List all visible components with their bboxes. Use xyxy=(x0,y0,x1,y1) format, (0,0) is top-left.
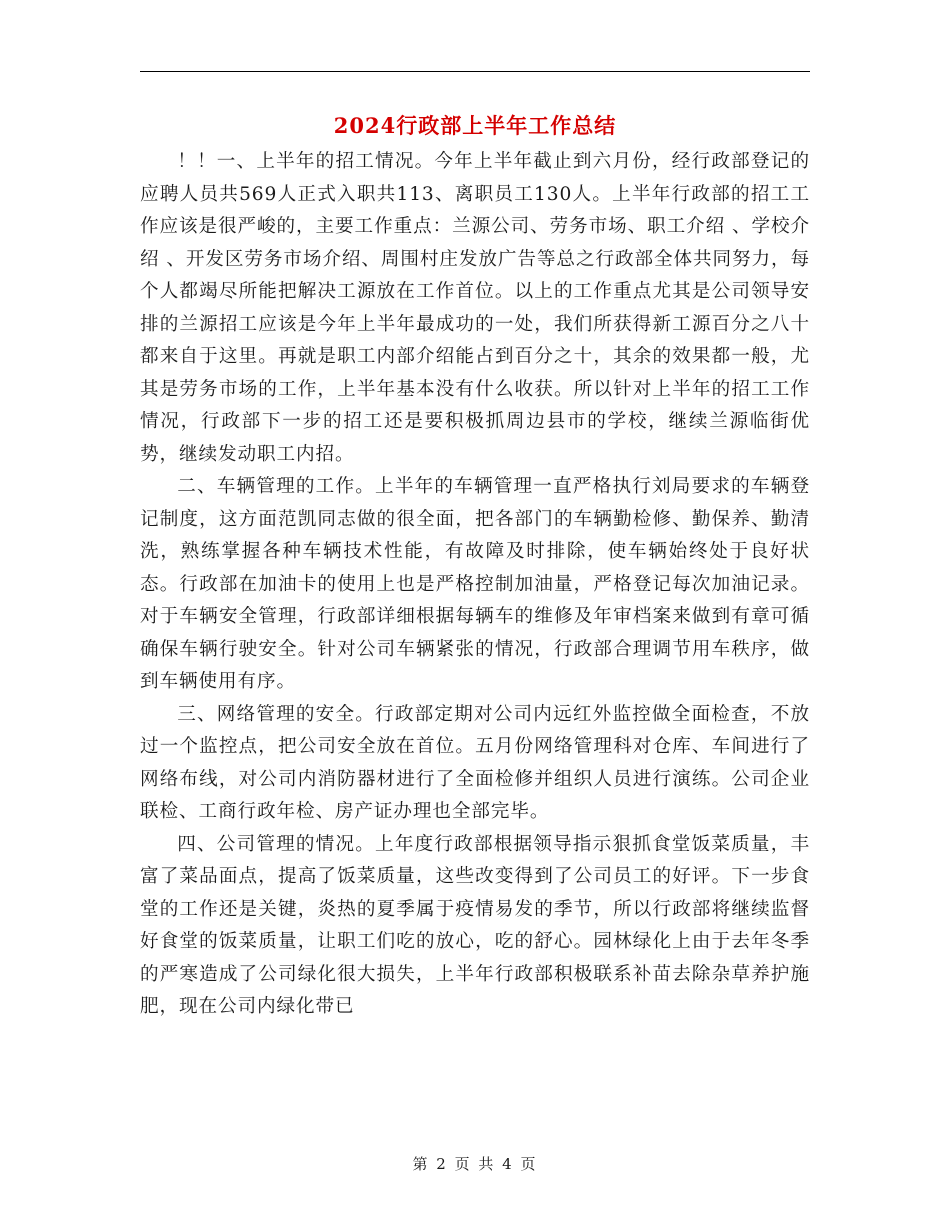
paragraph-recruitment: ！！一、上半年的招工情况。今年上半年截止到六月份，经行政部登记的应聘人员共569人正式入职共113、离职员工130人。上半年行政部的招工工作应该是很严峻的，主要工作重点：兰源公司、劳务市场、职工介绍 、学校介绍 、开发区劳务市场介绍、周围村庄发放广告等总之行政部全体共同努力，每个人都竭尽所能把解决工源放在工作首位。以上的工作重点尤其是公司领导安排的兰源招工应该是今年上半年最成功的一处，我们所获得新工源百分之八十都来自于这里。再就是职工内部介绍能占到百分之十，其余的效果都一般，尤其是劳务市场的工作，上半年基本没有什么收获。所以针对上半年的招工工作情况，行政部下一步的招工还是要积极抓周边县市的学校，继续兰源临街优势，继续发动职工内招。 xyxy=(140,151,810,465)
header-rule xyxy=(140,71,810,72)
paragraph-network-security: 三、网络管理的安全。行政部定期对公司内远红外监控做全面检查，不放过一个监控点，把公司安全放在首位。五月份网络管理科对仓库、车间进行了网络布线，对公司内消防器材进行了全面检修并组织人员进行演练。公司企业联检、工商行政年检、房产证办理也全部完毕。 xyxy=(140,703,810,822)
paragraph-company-management: 四、公司管理的情况。上年度行政部根据领导指示狠抓食堂饭菜质量，丰富了菜品面点，提高了饭菜质量，这些改变得到了公司员工的好评。下一步食堂的工作还是关键，炎热的夏季属于疫情易发的季节，所以行政部将继续监督好食堂的饭菜质量，让职工们吃的放心，吃的舒心。园林绿化上由于去年冬季的严寒造成了公司绿化很大损失，上半年行政部积极联系补苗去除杂草养护施肥，现在公司内绿化带已 xyxy=(140,833,810,1017)
page-number: 第 2 页 共 4 页 xyxy=(412,1155,538,1173)
document-body xyxy=(140,146,810,1024)
document-title: 2024行政部上半年工作总结 xyxy=(333,113,617,138)
paragraph-vehicle-management: 二、车辆管理的工作。上半年的车辆管理一直严格执行刘局要求的车辆登记制度，这方面范凯同志做的很全面，把各部门的车辆勤检修、勤保养、勤清洗，熟练掌握各种车辆技术性能，有故障及时排除，使车辆始终处于良好状态。行政部在加油卡的使用上也是严格控制加油量，严格登记每次加油记录。对于车辆安全管理，行政部详细根据每辆车的维修及年审档案来做到有章可循确保车辆行驶安全。针对公司车辆紧张的情况，行政部合理调节用车秩序，做到车辆使用有序。 xyxy=(140,476,810,692)
